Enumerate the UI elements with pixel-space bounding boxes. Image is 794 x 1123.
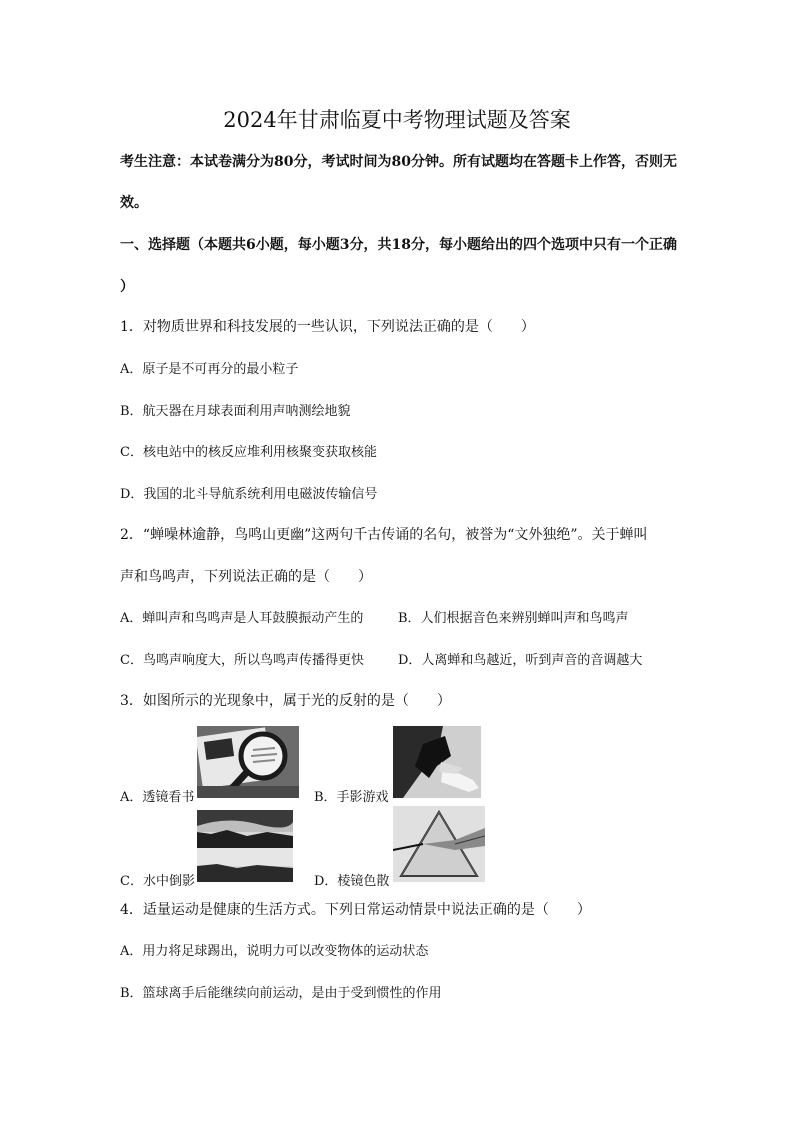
q3-stem: 3．如图所示的光现象中，属于光的反射的是（ ） [120, 693, 451, 709]
q2-stem-line-2: 声和鸟鸣声，下列说法正确的是（ ） [120, 569, 372, 585]
section-heading-line-1: 一、选择题（本题共6小题，每小题3分，共18分，每小题给出的四个选项中只有一个正确 [120, 237, 677, 253]
q1-option-d: D．我国的北斗导航系统利用电磁波传输信号 [120, 487, 378, 502]
q4-stem: 4．适量运动是健康的生活方式。下列日常运动情景中说法正确的是（ ） [120, 902, 591, 918]
q3-option-a: A．透镜看书 [120, 790, 195, 805]
notice-line-1: 考生注意：本试卷满分为80分，考试时间为80分钟。所有试题均在答题卡上作答，否则无 [120, 154, 677, 170]
q1-stem: 1．对物质世界和科技发展的一些认识，下列说法正确的是（ ） [120, 319, 535, 335]
prism-dispersion-image [393, 806, 485, 882]
notice-line-2: 效。 [120, 195, 148, 211]
q2-option-b: B．人们根据音色来辨别蝉叫声和鸟鸣声 [398, 611, 629, 626]
q3-option-b: B．手影游戏 [314, 790, 389, 805]
section-heading-line-2: ） [120, 279, 134, 295]
q4-option-b: B．篮球离手后能继续向前运动，是由于受到惯性的作用 [120, 986, 442, 1001]
q1-option-b: B．航天器在月球表面利用声呐测绘地貌 [120, 404, 351, 419]
q4-option-a: A．用力将足球踢出，说明力可以改变物体的运动状态 [120, 944, 429, 959]
q2-option-d: D．人离蝉和鸟越近，听到声音的音调越大 [398, 653, 643, 668]
q2-stem-line-1: 2．“蝉噪林逾静，鸟鸣山更幽”这两句千古传诵的名句，被誉为“文外独绝”。关于蝉叫 [120, 527, 648, 543]
q3-option-d: D．棱镜色散 [314, 874, 390, 889]
q2-option-a: A．蝉叫声和鸟鸣声是人耳鼓膜振动产生的 [120, 611, 364, 626]
page-title: 2024年甘肃临夏中考物理试题及答案 [223, 108, 571, 132]
water-reflection-image [197, 810, 293, 882]
q1-option-a: A．原子是不可再分的最小粒子 [120, 362, 299, 377]
magnifier-book-image [197, 726, 299, 798]
hand-shadow-image [393, 726, 481, 798]
q3-option-c: C．水中倒影 [120, 874, 195, 889]
q2-option-c: C．鸟鸣声响度大，所以鸟鸣声传播得更快 [120, 653, 364, 668]
q1-option-c: C．核电站中的核反应堆利用核聚变获取核能 [120, 445, 377, 460]
